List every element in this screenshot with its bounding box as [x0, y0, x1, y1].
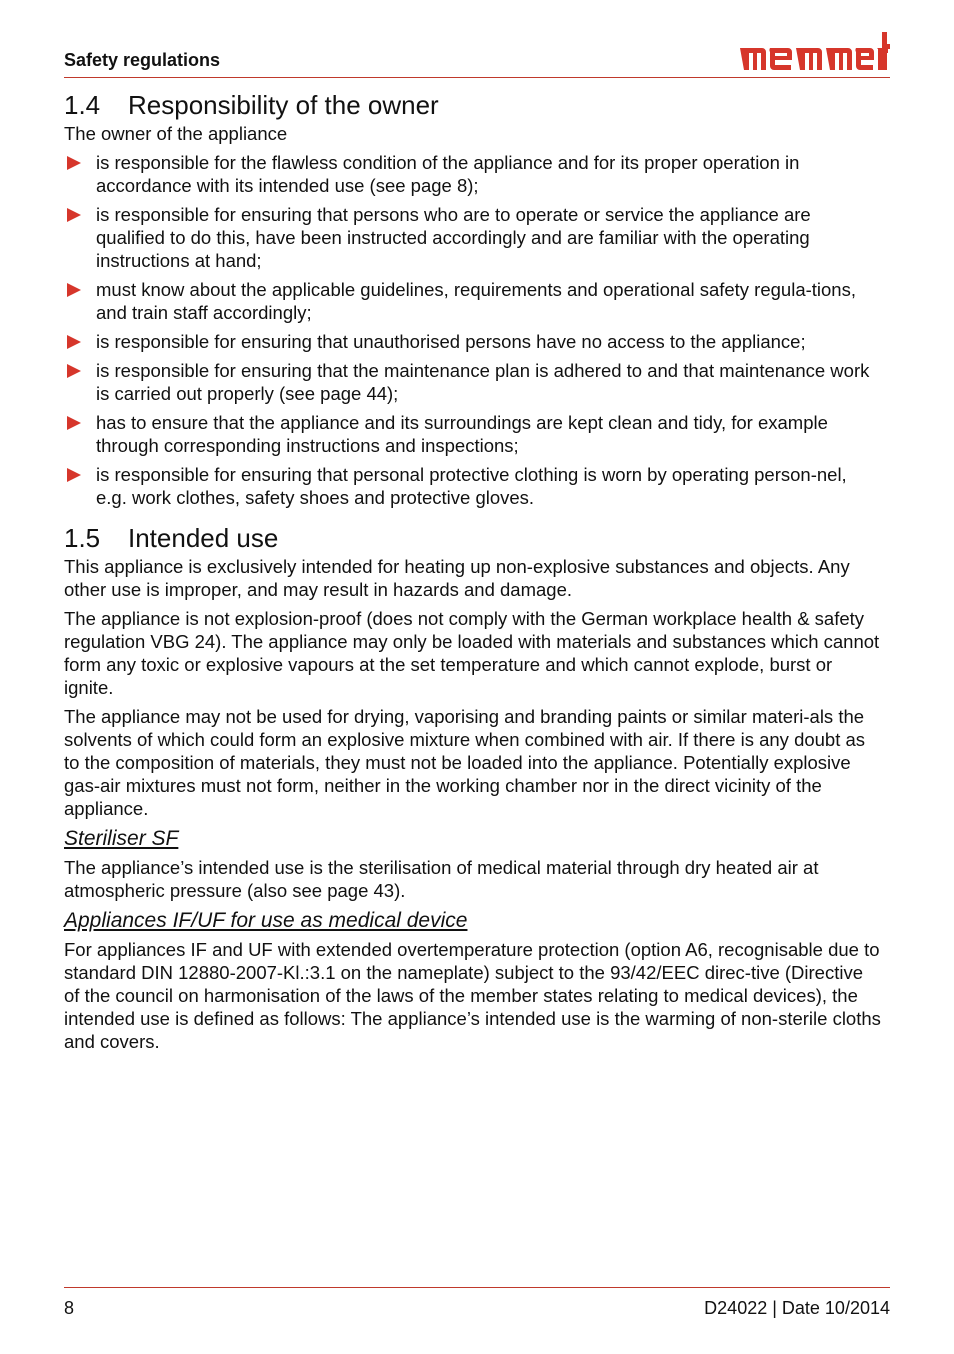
subheading-steriliser: Steriliser SF: [64, 827, 179, 850]
owner-responsibility-list: [64, 151, 882, 509]
section-title: Responsibility of the owner: [128, 90, 439, 120]
paragraph: The appliance is not explosion-proof (does not comply with the German workplace health & safety regulation VBG 24). The appliance may only be loaded with materials and substances which cannot form any toxic or explosive vapours at the set temperature and which cannot explode, burst or ignite.: [64, 608, 880, 698]
paragraph: For appliances IF and UF with extended overtemperature protection (option A6, recognisable due to standard DIN 12880-2007-Kl.:3.1 on the nameplate) subject to the 93/42/EEC direc-tive (Directive of the council on harmonisation of the laws of the member states relating to medical devices), the intended use is defined as follows: The appliance’s intended use is the warming of non-sterile cloths and covers.: [64, 939, 881, 1052]
arrow-bullet-icon: [67, 208, 81, 222]
page-number: 8: [64, 1298, 75, 1318]
list-item: has to ensure that the appliance and its surroundings are kept clean and tidy, for example through corresponding instructions and inspections;: [64, 411, 882, 457]
page-content: [64, 88, 882, 1059]
header-section-title: Safety regulations: [64, 50, 221, 70]
section-number: 1.4: [64, 90, 101, 120]
arrow-bullet-icon: [67, 364, 81, 378]
arrow-bullet-icon: [67, 335, 81, 349]
subheading-medical-device: Appliances IF/UF for use as medical device: [64, 909, 468, 932]
paragraph: The appliance’s intended use is the sterilisation of medical material through dry heated air at atmospheric pressure (also see page 43).: [64, 857, 819, 901]
paragraph: The appliance may not be used for drying, vaporising and branding paints or similar materi-als the solvents of which could form an explosive mixture when combined with air. If there is any doubt as to the composition of materials, they must not be loaded into the appliance. Potentially explosive gas-air mixtures must not form, neither in the working chamber nor in the direct vicinity of the appliance.: [64, 706, 866, 819]
section-heading-1-5: [64, 521, 882, 555]
list-item: is responsible for the flawless condition of the appliance and for its proper operation in accordance with its intended use (see page 8);: [64, 151, 882, 197]
arrow-bullet-icon: [67, 156, 81, 170]
arrow-bullet-icon: [67, 283, 81, 297]
header-divider: [64, 77, 890, 78]
list-item: is responsible for ensuring that the maintenance plan is adhered to and that maintenance work is carried out properly (see page 44);: [64, 359, 882, 405]
section-title: Intended use: [128, 523, 279, 553]
list-item: is responsible for ensuring that unauthorised persons have no access to the appliance;: [64, 330, 882, 353]
paragraph: This appliance is exclusively intended for heating up non-explosive substances and objects. Any other use is improper, and may result in hazards and damage.: [64, 556, 850, 600]
owner-intro: The owner of the appliance: [64, 123, 288, 144]
arrow-bullet-icon: [67, 468, 81, 482]
memmert-logo: [738, 30, 890, 74]
section-number: 1.5: [64, 523, 101, 553]
list-item: is responsible for ensuring that persons who are to operate or service the appliance are qualified to do this, have been instructed accordingly and are familiar with the operating instructions at hand;: [64, 203, 882, 272]
section-heading-1-4: [64, 88, 882, 122]
footer-divider: [64, 1287, 890, 1288]
list-item: must know about the applicable guidelines, requirements and operational safety regula-tions, and train staff accordingly;: [64, 278, 882, 324]
list-item: is responsible for ensuring that personal protective clothing is worn by operating person-nel, e.g. work clothes, safety shoes and protective gloves.: [64, 463, 882, 509]
document-info: D24022 | Date 10/2014: [704, 1298, 890, 1318]
arrow-bullet-icon: [67, 416, 81, 430]
